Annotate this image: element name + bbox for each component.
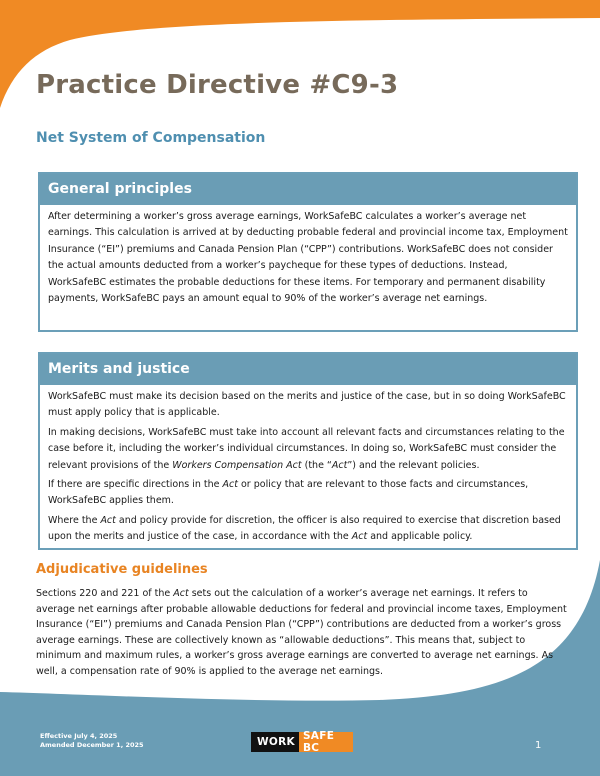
merits-paragraph-4: Where the Act and policy provide for discretion, the officer is also required to exercise that discretion based upon the merits and justice of the case, in accordance with the Act and applicable policy. <box>48 514 561 543</box>
merits-justice-heading: Merits and justice <box>40 354 576 385</box>
page-subtitle: Net System of Compensation <box>36 130 266 146</box>
logo-work: WORK <box>251 732 299 752</box>
merits-justice-box <box>38 352 578 550</box>
page-title: Practice Directive #C9-3 <box>36 70 399 100</box>
general-principles-box <box>38 172 578 332</box>
adjudicative-guidelines-heading: Adjudicative guidelines <box>36 562 208 577</box>
worksafebc-logo <box>251 732 353 752</box>
merits-paragraph-1: WorkSafeBC must make its decision based on the merits and justice of the case, but in so doing WorkSafeBC must apply policy that is applicable. <box>48 391 566 419</box>
footer-dates <box>40 732 144 750</box>
adjudicative-guidelines-paragraph: Sections 220 and 221 of the Act sets out the calculation of a worker’s average net earnings. It refers to average net earnings after probable allowable deductions for federal and provincial income taxes, Employment Insurance (“EI”) premiums and Canada Pension Plan (“CPP”) contributions are deducted from a worker’s gross average earnings. These are collectively known as “allowable deductions”. This means that, subject to minimum and maximum rules, a worker’s gross average earnings are converted to average net earnings. As well, a compensation rate of 90% is applied to the average net earnings. <box>36 588 567 677</box>
amended-date: Amended December 1, 2025 <box>40 741 144 749</box>
merits-paragraph-2: In making decisions, WorkSafeBC must take into account all relevant facts and circumstances relating to the case before it, including the worker’s individual circumstances. In doing so, WorkSafeBC must consider the relevant provisions of the Workers Compensation Act (the “Act”) and the relevant policies. <box>48 426 565 471</box>
general-principles-paragraph: After determining a worker’s gross average earnings, WorkSafeBC calculates a worker’s average net earnings. This calculation is arrived at by deducting probable federal and provincial income tax, Employment Insurance (“EI”) premiums and Canada Pension Plan (“CPP”) contributions. WorkSafeBC does not consider the actual amounts deducted from a worker’s paycheque for these types of deductions. Instead, WorkSafeBC estimates the probable deductions for these items. For temporary and permanent disability payments, WorkSafeBC pays an amount equal to 90% of the worker’s average net earnings. <box>48 211 568 305</box>
general-principles-heading: General principles <box>40 174 576 205</box>
logo-safebc: SAFE BC <box>299 732 353 752</box>
effective-date: Effective July 4, 2025 <box>40 732 118 740</box>
merits-paragraph-3: If there are specific directions in the Act or policy that are relevant to those facts and circumstances, WorkSafeBC applies them. <box>48 479 529 507</box>
page-number: 1 <box>535 740 542 751</box>
